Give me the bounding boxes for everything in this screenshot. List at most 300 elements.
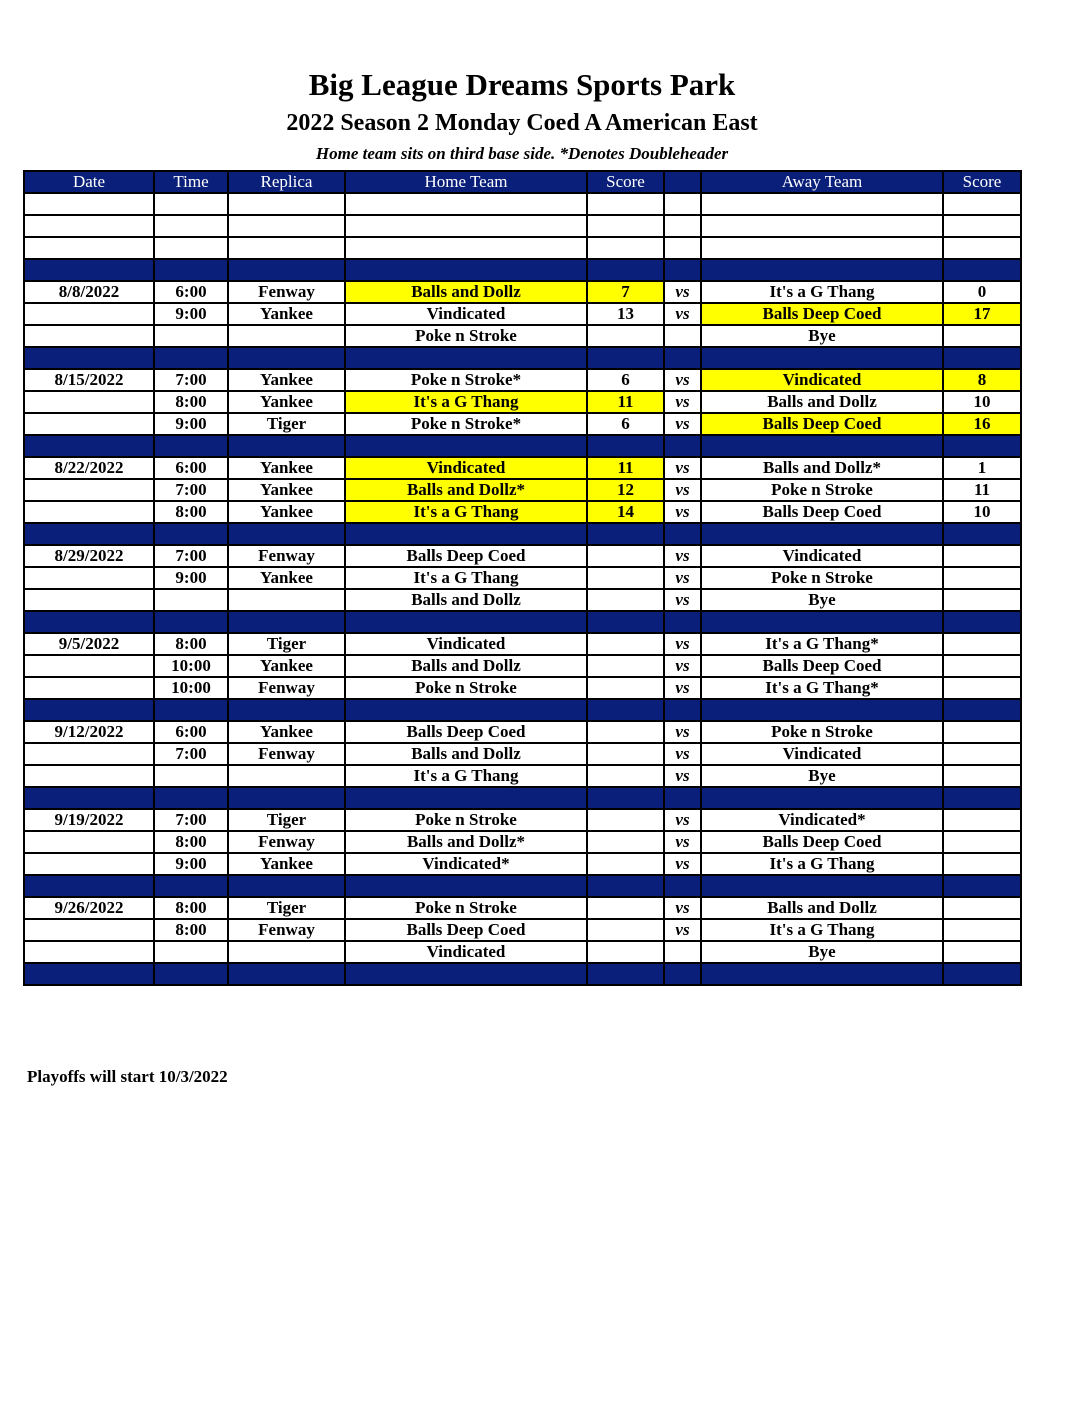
replica-cell bbox=[228, 523, 345, 545]
replica-cell: Yankee bbox=[228, 721, 345, 743]
replica-cell bbox=[228, 941, 345, 963]
home-score-cell: 11 bbox=[587, 457, 664, 479]
time-cell: 10:00 bbox=[154, 655, 228, 677]
blank-row bbox=[24, 193, 1021, 215]
away-team-cell: Balls and Dollz bbox=[701, 897, 943, 919]
home-score-cell bbox=[587, 589, 664, 611]
schedule-table bbox=[23, 170, 1022, 986]
away-score-cell: 1 bbox=[943, 457, 1021, 479]
vs-cell: vs bbox=[664, 831, 701, 853]
date-cell bbox=[24, 963, 154, 985]
replica-cell: Tiger bbox=[228, 633, 345, 655]
away-team-cell: Vindicated* bbox=[701, 809, 943, 831]
away-score-cell bbox=[943, 941, 1021, 963]
away-score-cell bbox=[943, 677, 1021, 699]
home-team-cell: Vindicated bbox=[345, 303, 587, 325]
column-header-time: Time bbox=[154, 171, 228, 193]
game-row bbox=[24, 479, 1021, 501]
vs-cell: vs bbox=[664, 457, 701, 479]
vs-cell: vs bbox=[664, 765, 701, 787]
away-team-cell: Balls and Dollz bbox=[701, 391, 943, 413]
time-cell: 6:00 bbox=[154, 281, 228, 303]
date-cell bbox=[24, 853, 154, 875]
header-row bbox=[24, 171, 1021, 193]
game-row bbox=[24, 391, 1021, 413]
away-team-cell: Bye bbox=[701, 325, 943, 347]
week-separator-row bbox=[24, 347, 1021, 369]
game-row bbox=[24, 853, 1021, 875]
home-score-cell: 14 bbox=[587, 501, 664, 523]
away-score-cell: 17 bbox=[943, 303, 1021, 325]
replica-cell: Yankee bbox=[228, 853, 345, 875]
vs-cell bbox=[664, 875, 701, 897]
vs-cell bbox=[664, 325, 701, 347]
game-row bbox=[24, 677, 1021, 699]
vs-cell: vs bbox=[664, 281, 701, 303]
replica-cell bbox=[228, 259, 345, 281]
week-separator-row bbox=[24, 259, 1021, 281]
game-row bbox=[24, 413, 1021, 435]
time-cell bbox=[154, 611, 228, 633]
away-score-cell bbox=[943, 435, 1021, 457]
home-score-cell bbox=[587, 523, 664, 545]
vs-cell bbox=[664, 215, 701, 237]
vs-cell: vs bbox=[664, 303, 701, 325]
home-score-cell bbox=[587, 809, 664, 831]
vs-cell bbox=[664, 347, 701, 369]
time-cell: 6:00 bbox=[154, 721, 228, 743]
replica-cell: Tiger bbox=[228, 897, 345, 919]
date-cell bbox=[24, 787, 154, 809]
time-cell: 9:00 bbox=[154, 853, 228, 875]
home-score-cell bbox=[587, 633, 664, 655]
home-team-cell: Poke n Stroke bbox=[345, 677, 587, 699]
away-team-cell: Bye bbox=[701, 589, 943, 611]
away-score-cell bbox=[943, 831, 1021, 853]
home-score-cell bbox=[587, 941, 664, 963]
column-header-away-score: Score bbox=[943, 171, 1021, 193]
replica-cell: Fenway bbox=[228, 281, 345, 303]
date-cell bbox=[24, 501, 154, 523]
date-cell bbox=[24, 303, 154, 325]
time-cell: 10:00 bbox=[154, 677, 228, 699]
schedule-body bbox=[24, 193, 1021, 985]
replica-cell: Yankee bbox=[228, 567, 345, 589]
home-score-cell bbox=[587, 259, 664, 281]
replica-cell bbox=[228, 435, 345, 457]
time-cell: 6:00 bbox=[154, 457, 228, 479]
replica-cell bbox=[228, 193, 345, 215]
time-cell bbox=[154, 193, 228, 215]
home-score-cell: 13 bbox=[587, 303, 664, 325]
vs-cell bbox=[664, 941, 701, 963]
away-team-cell: Poke n Stroke bbox=[701, 721, 943, 743]
replica-cell bbox=[228, 589, 345, 611]
replica-cell: Yankee bbox=[228, 655, 345, 677]
date-cell bbox=[24, 831, 154, 853]
home-team-cell bbox=[345, 611, 587, 633]
away-team-cell: Balls Deep Coed bbox=[701, 413, 943, 435]
home-score-cell: 6 bbox=[587, 413, 664, 435]
replica-cell: Fenway bbox=[228, 545, 345, 567]
date-cell bbox=[24, 567, 154, 589]
date-cell bbox=[24, 743, 154, 765]
game-row bbox=[24, 633, 1021, 655]
home-team-cell: Poke n Stroke bbox=[345, 809, 587, 831]
vs-cell: vs bbox=[664, 677, 701, 699]
away-team-cell: It's a G Thang* bbox=[701, 677, 943, 699]
away-score-cell bbox=[943, 655, 1021, 677]
away-score-cell bbox=[943, 633, 1021, 655]
date-cell bbox=[24, 259, 154, 281]
vs-cell: vs bbox=[664, 391, 701, 413]
home-team-cell: Balls and Dollz* bbox=[345, 831, 587, 853]
replica-cell bbox=[228, 765, 345, 787]
home-score-cell bbox=[587, 435, 664, 457]
home-team-cell bbox=[345, 787, 587, 809]
time-cell bbox=[154, 787, 228, 809]
home-score-cell bbox=[587, 215, 664, 237]
away-score-cell: 16 bbox=[943, 413, 1021, 435]
home-team-cell bbox=[345, 193, 587, 215]
vs-cell bbox=[664, 237, 701, 259]
away-team-cell bbox=[701, 963, 943, 985]
home-team-cell: Balls and Dollz bbox=[345, 655, 587, 677]
date-cell bbox=[24, 919, 154, 941]
away-team-cell bbox=[701, 435, 943, 457]
away-team-cell: It's a G Thang bbox=[701, 919, 943, 941]
home-team-cell: Vindicated bbox=[345, 633, 587, 655]
away-score-cell: 0 bbox=[943, 281, 1021, 303]
date-cell: 9/26/2022 bbox=[24, 897, 154, 919]
date-cell: 8/8/2022 bbox=[24, 281, 154, 303]
away-team-cell bbox=[701, 193, 943, 215]
away-team-cell: It's a G Thang bbox=[701, 853, 943, 875]
game-row bbox=[24, 655, 1021, 677]
replica-cell: Yankee bbox=[228, 501, 345, 523]
home-team-cell bbox=[345, 875, 587, 897]
home-team-cell bbox=[345, 347, 587, 369]
home-score-cell bbox=[587, 611, 664, 633]
vs-cell: vs bbox=[664, 413, 701, 435]
time-cell: 8:00 bbox=[154, 831, 228, 853]
away-score-cell bbox=[943, 237, 1021, 259]
home-team-cell: Poke n Stroke* bbox=[345, 369, 587, 391]
time-cell bbox=[154, 325, 228, 347]
vs-cell bbox=[664, 523, 701, 545]
home-team-cell: It's a G Thang bbox=[345, 765, 587, 787]
replica-cell bbox=[228, 215, 345, 237]
replica-cell: Fenway bbox=[228, 831, 345, 853]
date-cell: 8/29/2022 bbox=[24, 545, 154, 567]
game-row bbox=[24, 501, 1021, 523]
away-team-cell bbox=[701, 875, 943, 897]
home-team-cell: It's a G Thang bbox=[345, 501, 587, 523]
vs-cell: vs bbox=[664, 721, 701, 743]
column-header-home-team: Home Team bbox=[345, 171, 587, 193]
home-team-cell: Balls and Dollz* bbox=[345, 479, 587, 501]
date-cell: 9/19/2022 bbox=[24, 809, 154, 831]
date-cell bbox=[24, 435, 154, 457]
time-cell: 8:00 bbox=[154, 633, 228, 655]
game-row bbox=[24, 303, 1021, 325]
date-cell bbox=[24, 215, 154, 237]
replica-cell: Tiger bbox=[228, 809, 345, 831]
away-team-cell: Balls Deep Coed bbox=[701, 831, 943, 853]
time-cell: 8:00 bbox=[154, 919, 228, 941]
column-header-replica: Replica bbox=[228, 171, 345, 193]
game-row bbox=[24, 457, 1021, 479]
time-cell bbox=[154, 523, 228, 545]
game-row bbox=[24, 897, 1021, 919]
game-row bbox=[24, 919, 1021, 941]
time-cell: 7:00 bbox=[154, 743, 228, 765]
date-cell bbox=[24, 765, 154, 787]
date-cell bbox=[24, 237, 154, 259]
column-header-vs bbox=[664, 171, 701, 193]
replica-cell bbox=[228, 699, 345, 721]
home-score-cell bbox=[587, 831, 664, 853]
game-row bbox=[24, 743, 1021, 765]
game-row bbox=[24, 281, 1021, 303]
away-team-cell bbox=[701, 787, 943, 809]
home-score-cell: 12 bbox=[587, 479, 664, 501]
home-team-cell bbox=[345, 237, 587, 259]
home-team-cell bbox=[345, 523, 587, 545]
away-score-cell bbox=[943, 545, 1021, 567]
week-separator-row bbox=[24, 611, 1021, 633]
home-team-cell: Balls Deep Coed bbox=[345, 545, 587, 567]
week-separator-row bbox=[24, 875, 1021, 897]
away-score-cell: 11 bbox=[943, 479, 1021, 501]
replica-cell bbox=[228, 611, 345, 633]
vs-cell: vs bbox=[664, 919, 701, 941]
home-score-cell bbox=[587, 919, 664, 941]
vs-cell: vs bbox=[664, 743, 701, 765]
replica-cell bbox=[228, 963, 345, 985]
replica-cell: Tiger bbox=[228, 413, 345, 435]
game-row bbox=[24, 325, 1021, 347]
week-separator-row bbox=[24, 787, 1021, 809]
time-cell bbox=[154, 941, 228, 963]
week-separator-row bbox=[24, 963, 1021, 985]
home-team-cell: Vindicated bbox=[345, 941, 587, 963]
time-cell: 9:00 bbox=[154, 303, 228, 325]
vs-cell: vs bbox=[664, 897, 701, 919]
home-team-cell: Balls Deep Coed bbox=[345, 919, 587, 941]
vs-cell: vs bbox=[664, 567, 701, 589]
blank-row bbox=[24, 237, 1021, 259]
time-cell bbox=[154, 963, 228, 985]
away-team-cell: Vindicated bbox=[701, 545, 943, 567]
home-team-cell: Balls and Dollz bbox=[345, 281, 587, 303]
home-score-cell bbox=[587, 875, 664, 897]
replica-cell bbox=[228, 325, 345, 347]
date-cell: 9/12/2022 bbox=[24, 721, 154, 743]
vs-cell bbox=[664, 699, 701, 721]
away-score-cell bbox=[943, 347, 1021, 369]
away-score-cell bbox=[943, 567, 1021, 589]
vs-cell: vs bbox=[664, 589, 701, 611]
page-title: Big League Dreams Sports Park bbox=[308, 67, 736, 102]
date-cell: 9/5/2022 bbox=[24, 633, 154, 655]
column-header-home-score: Score bbox=[587, 171, 664, 193]
home-score-cell bbox=[587, 765, 664, 787]
vs-cell: vs bbox=[664, 501, 701, 523]
vs-cell bbox=[664, 193, 701, 215]
away-score-cell bbox=[943, 853, 1021, 875]
game-row bbox=[24, 589, 1021, 611]
time-cell: 8:00 bbox=[154, 897, 228, 919]
away-score-cell bbox=[943, 919, 1021, 941]
time-cell bbox=[154, 237, 228, 259]
home-score-cell bbox=[587, 897, 664, 919]
vs-cell bbox=[664, 963, 701, 985]
game-row bbox=[24, 765, 1021, 787]
vs-cell: vs bbox=[664, 369, 701, 391]
home-score-cell: 6 bbox=[587, 369, 664, 391]
time-cell bbox=[154, 347, 228, 369]
replica-cell: Fenway bbox=[228, 677, 345, 699]
time-cell: 7:00 bbox=[154, 545, 228, 567]
home-team-cell bbox=[345, 215, 587, 237]
time-cell: 7:00 bbox=[154, 479, 228, 501]
away-team-cell: Balls and Dollz* bbox=[701, 457, 943, 479]
vs-cell: vs bbox=[664, 545, 701, 567]
replica-cell: Yankee bbox=[228, 479, 345, 501]
vs-cell: vs bbox=[664, 853, 701, 875]
away-score-cell bbox=[943, 963, 1021, 985]
column-header-away-team: Away Team bbox=[701, 171, 943, 193]
home-score-cell bbox=[587, 325, 664, 347]
vs-cell bbox=[664, 611, 701, 633]
away-team-cell bbox=[701, 699, 943, 721]
home-score-cell bbox=[587, 963, 664, 985]
replica-cell: Yankee bbox=[228, 369, 345, 391]
playoffs-note: Playoffs will start 10/3/2022 bbox=[27, 1067, 228, 1086]
replica-cell bbox=[228, 237, 345, 259]
away-team-cell: Poke n Stroke bbox=[701, 479, 943, 501]
blank-row bbox=[24, 215, 1021, 237]
date-cell bbox=[24, 611, 154, 633]
home-team-cell: Balls and Dollz bbox=[345, 743, 587, 765]
home-team-cell bbox=[345, 435, 587, 457]
week-separator-row bbox=[24, 435, 1021, 457]
game-row bbox=[24, 941, 1021, 963]
away-score-cell: 10 bbox=[943, 501, 1021, 523]
time-cell: 8:00 bbox=[154, 501, 228, 523]
home-team-cell bbox=[345, 963, 587, 985]
vs-cell: vs bbox=[664, 633, 701, 655]
replica-cell: Fenway bbox=[228, 743, 345, 765]
away-team-cell: It's a G Thang bbox=[701, 281, 943, 303]
away-score-cell bbox=[943, 897, 1021, 919]
week-separator-row bbox=[24, 699, 1021, 721]
away-score-cell bbox=[943, 765, 1021, 787]
date-cell bbox=[24, 655, 154, 677]
date-cell bbox=[24, 347, 154, 369]
away-score-cell bbox=[943, 743, 1021, 765]
away-score-cell bbox=[943, 523, 1021, 545]
time-cell bbox=[154, 259, 228, 281]
home-score-cell bbox=[587, 721, 664, 743]
home-team-cell: Balls Deep Coed bbox=[345, 721, 587, 743]
time-cell: 9:00 bbox=[154, 413, 228, 435]
away-score-cell bbox=[943, 721, 1021, 743]
away-score-cell bbox=[943, 193, 1021, 215]
home-score-cell bbox=[587, 567, 664, 589]
replica-cell bbox=[228, 347, 345, 369]
time-cell: 9:00 bbox=[154, 567, 228, 589]
game-row bbox=[24, 369, 1021, 391]
date-cell bbox=[24, 193, 154, 215]
date-cell bbox=[24, 589, 154, 611]
away-team-cell bbox=[701, 523, 943, 545]
home-team-cell bbox=[345, 699, 587, 721]
game-row bbox=[24, 831, 1021, 853]
page-subtitle: 2022 Season 2 Monday Coed A American East bbox=[286, 110, 758, 136]
time-cell: 7:00 bbox=[154, 809, 228, 831]
away-score-cell bbox=[943, 787, 1021, 809]
away-team-cell: Balls Deep Coed bbox=[701, 501, 943, 523]
vs-cell bbox=[664, 435, 701, 457]
date-cell bbox=[24, 875, 154, 897]
column-header-date: Date bbox=[24, 171, 154, 193]
home-score-cell bbox=[587, 743, 664, 765]
home-score-cell bbox=[587, 347, 664, 369]
date-cell bbox=[24, 677, 154, 699]
date-cell bbox=[24, 413, 154, 435]
home-team-cell: Vindicated bbox=[345, 457, 587, 479]
replica-cell: Yankee bbox=[228, 391, 345, 413]
away-team-cell: Poke n Stroke bbox=[701, 567, 943, 589]
time-cell bbox=[154, 589, 228, 611]
home-team-cell: Balls and Dollz bbox=[345, 589, 587, 611]
home-team-cell: Poke n Stroke bbox=[345, 325, 587, 347]
vs-cell bbox=[664, 259, 701, 281]
date-cell bbox=[24, 325, 154, 347]
away-score-cell: 8 bbox=[943, 369, 1021, 391]
away-score-cell bbox=[943, 875, 1021, 897]
date-cell bbox=[24, 391, 154, 413]
date-cell: 8/15/2022 bbox=[24, 369, 154, 391]
replica-cell: Yankee bbox=[228, 303, 345, 325]
home-score-cell: 11 bbox=[587, 391, 664, 413]
away-team-cell: Bye bbox=[701, 941, 943, 963]
time-cell bbox=[154, 215, 228, 237]
game-row bbox=[24, 567, 1021, 589]
replica-cell: Fenway bbox=[228, 919, 345, 941]
home-score-cell bbox=[587, 677, 664, 699]
time-cell bbox=[154, 765, 228, 787]
home-score-cell bbox=[587, 237, 664, 259]
vs-cell: vs bbox=[664, 479, 701, 501]
home-score-cell bbox=[587, 787, 664, 809]
home-score-cell: 7 bbox=[587, 281, 664, 303]
away-team-cell: Vindicated bbox=[701, 743, 943, 765]
date-cell bbox=[24, 479, 154, 501]
vs-cell bbox=[664, 787, 701, 809]
replica-cell bbox=[228, 787, 345, 809]
date-cell bbox=[24, 523, 154, 545]
game-row bbox=[24, 809, 1021, 831]
away-score-cell bbox=[943, 699, 1021, 721]
away-team-cell bbox=[701, 215, 943, 237]
home-team-cell: Poke n Stroke* bbox=[345, 413, 587, 435]
game-row bbox=[24, 721, 1021, 743]
time-cell bbox=[154, 699, 228, 721]
home-score-cell bbox=[587, 853, 664, 875]
